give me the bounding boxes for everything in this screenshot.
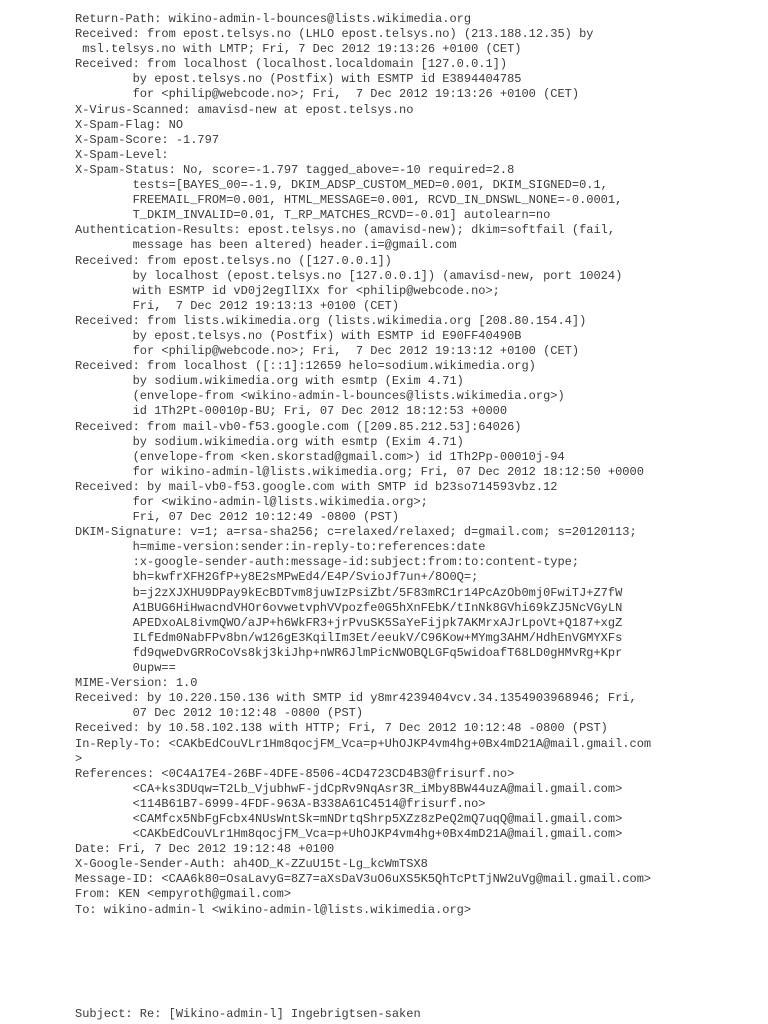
header-line: X-Virus-Scanned: amavisd-new at epost.telsys.no	[75, 102, 414, 117]
header-line: In-Reply-To: <CAKbEdCouVLr1Hm8qocjFM_Vca=p+UhOJKP4vm4hg+0Bx4mD21A@mail.gmail.com	[75, 736, 652, 751]
email-header-block	[75, 12, 651, 918]
header-line: X-Spam-Level:	[75, 147, 169, 162]
header-line: X-Spam-Status: No, score=-1.797 tagged_above=-10 required=2.8	[75, 162, 515, 177]
header-line: 07 Dec 2012 10:12:48 -0800 (PST)	[75, 706, 364, 721]
header-line: by localhost (epost.telsys.no [127.0.0.1]) (amavisd-new, port 10024)	[75, 268, 623, 283]
header-line: Message-ID: <CAA6k80=OsaLavyG=8Z7=aXsDaV3uO6uXS5K5QhTcPtTjNW2uVg@mail.gmail.com>	[75, 872, 652, 887]
header-line: for <philip@webcode.no>; Fri, 7 Dec 2012 19:13:12 +0100 (CET)	[75, 344, 580, 359]
header-line: References: <0C4A17E4-26BF-4DFE-8506-4CD4723CD4B3@frisurf.no>	[75, 766, 515, 781]
header-line: by sodium.wikimedia.org with esmtp (Exim 4.71)	[75, 434, 464, 449]
header-line: id 1Th2Pt-00010p-BU; Fri, 07 Dec 2012 18:12:53 +0000	[75, 404, 508, 419]
header-line: To: wikino-admin-l <wikino-admin-l@lists.wikimedia.org>	[75, 902, 472, 917]
header-line: fd9qweDvGRRoCoVs8kj3kiJhp+nWR6JlmPicNWOBQLGFq5widoafT68LD0gHMvRg+Kpr	[75, 645, 623, 660]
header-line: <CAMfcx5NbFgFcbx4NUsWntSk=mNDrtqShrp5XZz8zPeQ2mQ7uqQ@mail.gmail.com>	[75, 811, 623, 826]
header-line: bh=kwfrXFH2GfP+y8E2sMPwEd4/E4P/SvioJf7un+/8O0Q=;	[75, 570, 479, 585]
header-line: Received: from lists.wikimedia.org (lists.wikimedia.org [208.80.154.4])	[75, 313, 587, 328]
header-line: b=j2zXJXHU9DPay9kEcBDTvm8juwIzPsiZbt/5F83mRC1r14PcAzOb0mj0FwiTJ+Z7fW	[75, 585, 623, 600]
header-line: <114B61B7-6999-4FDF-963A-B338A61C4514@frisurf.no>	[75, 796, 486, 811]
header-line: Fri, 07 Dec 2012 10:12:49 -0800 (PST)	[75, 510, 400, 525]
header-line: Received: from epost.telsys.no (LHLO epost.telsys.no) (213.188.12.35) by	[75, 27, 594, 42]
header-line: tests=[BAYES_00=-1.9, DKIM_ADSP_CUSTOM_MED=0.001, DKIM_SIGNED=0.1,	[75, 178, 608, 193]
header-line: by epost.telsys.no (Postfix) with ESMTP id E90FF40490B	[75, 328, 522, 343]
header-line: DKIM-Signature: v=1; a=rsa-sha256; c=relaxed/relaxed; d=gmail.com; s=20120113;	[75, 525, 637, 540]
header-line: 0upw==	[75, 661, 176, 676]
email-subject-line: Subject: Re: [Wikino-admin-l] Ingebrigtsen-saken	[75, 1007, 421, 1021]
header-line: A1BUG6HiHwacndVHOr6ovwetvphVVpozfe0G5hXnFEbK/tInNk8GVhi69kZJ5NcVGyLN	[75, 600, 623, 615]
header-line: (envelope-from <wikino-admin-l-bounces@lists.wikimedia.org>)	[75, 389, 565, 404]
header-line: with ESMTP id vD0j2egIlIXx for <philip@webcode.no>;	[75, 283, 500, 298]
header-line: Received: from epost.telsys.no ([127.0.0.1])	[75, 253, 392, 268]
header-line: for <philip@webcode.no>; Fri, 7 Dec 2012 19:13:26 +0100 (CET)	[75, 87, 580, 102]
header-line: Fri, 7 Dec 2012 19:13:13 +0100 (CET)	[75, 298, 400, 313]
header-line: X-Spam-Score: -1.797	[75, 132, 220, 147]
header-line: Received: from localhost ([::1]:12659 helo=sodium.wikimedia.org)	[75, 359, 536, 374]
header-line: (envelope-from <ken.skorstad@gmail.com>) id 1Th2Pp-00010j-94	[75, 449, 565, 464]
header-line: Received: from localhost (localhost.localdomain [127.0.0.1])	[75, 57, 508, 72]
header-line: <CA+ks3DUqw=T2Lb_VjubhwF-jdCpRv9NqAsr3R_iMby8BW44uzA@mail.gmail.com>	[75, 781, 623, 796]
header-line: From: KEN <empyroth@gmail.com>	[75, 887, 292, 902]
header-line: APEDxoAL8ivmQWO/aJP+h6WkFR3+jrPvuSK5SaYeFijpk7AKMrxAJrLpoVt+Q187+xgZ	[75, 615, 623, 630]
header-line: message has been altered) header.i=@gmail.com	[75, 238, 457, 253]
header-line: FREEMAIL_FROM=0.001, HTML_MESSAGE=0.001, RCVD_IN_DNSWL_NONE=-0.0001,	[75, 193, 623, 208]
header-line: by epost.telsys.no (Postfix) with ESMTP id E3894404785	[75, 72, 522, 87]
header-line: Received: by 10.220.150.136 with SMTP id y8mr4239404vcv.34.1354903968946; Fri,	[75, 691, 637, 706]
header-line: for wikino-admin-l@lists.wikimedia.org; Fri, 07 Dec 2012 18:12:50 +0000	[75, 464, 644, 479]
header-line: Date: Fri, 7 Dec 2012 19:12:48 +0100	[75, 842, 335, 857]
header-line: msl.telsys.no with LMTP; Fri, 7 Dec 2012 19:13:26 +0100 (CET)	[75, 42, 522, 57]
header-line: X-Spam-Flag: NO	[75, 117, 184, 132]
header-line: h=mime-version:sender:in-reply-to:references:date	[75, 540, 486, 555]
header-line: :x-google-sender-auth:message-id:subject:from:to:content-type;	[75, 555, 580, 570]
header-line: <CAKbEdCouVLr1Hm8qocjFM_Vca=p+UhOJKP4vm4hg+0Bx4mD21A@mail.gmail.com>	[75, 827, 623, 842]
header-line: T_DKIM_INVALID=0.01, T_RP_MATCHES_RCVD=-0.01] autolearn=no	[75, 208, 551, 223]
header-line: Received: by mail-vb0-f53.google.com with SMTP id b23so714593vbz.12	[75, 479, 558, 494]
header-line: MIME-Version: 1.0	[75, 676, 198, 691]
header-line: for <wikino-admin-l@lists.wikimedia.org>;	[75, 495, 428, 509]
header-line: Received: by 10.58.102.138 with HTTP; Fri, 7 Dec 2012 10:12:48 -0800 (PST)	[75, 721, 608, 736]
header-line: X-Google-Sender-Auth: ah4OD_K-ZZuU15t-Lg_kcWmTSX8	[75, 857, 428, 872]
header-line: by sodium.wikimedia.org with esmtp (Exim 4.71)	[75, 374, 464, 389]
header-line: ILfEdm0NabFPv8bn/w126gE3KqilIm3Et/eeukV/C96Kow+MYmg3AHM/HdhEnVGMYXFs	[75, 630, 623, 645]
header-line: Authentication-Results: epost.telsys.no (amavisd-new); dkim=softfail (fail,	[75, 223, 616, 238]
header-line: >	[75, 751, 83, 766]
header-line: Return-Path: wikino-admin-l-bounces@lists.wikimedia.org	[75, 12, 472, 26]
header-line: Received: from mail-vb0-f53.google.com ([209.85.212.53]:64026)	[75, 419, 522, 434]
